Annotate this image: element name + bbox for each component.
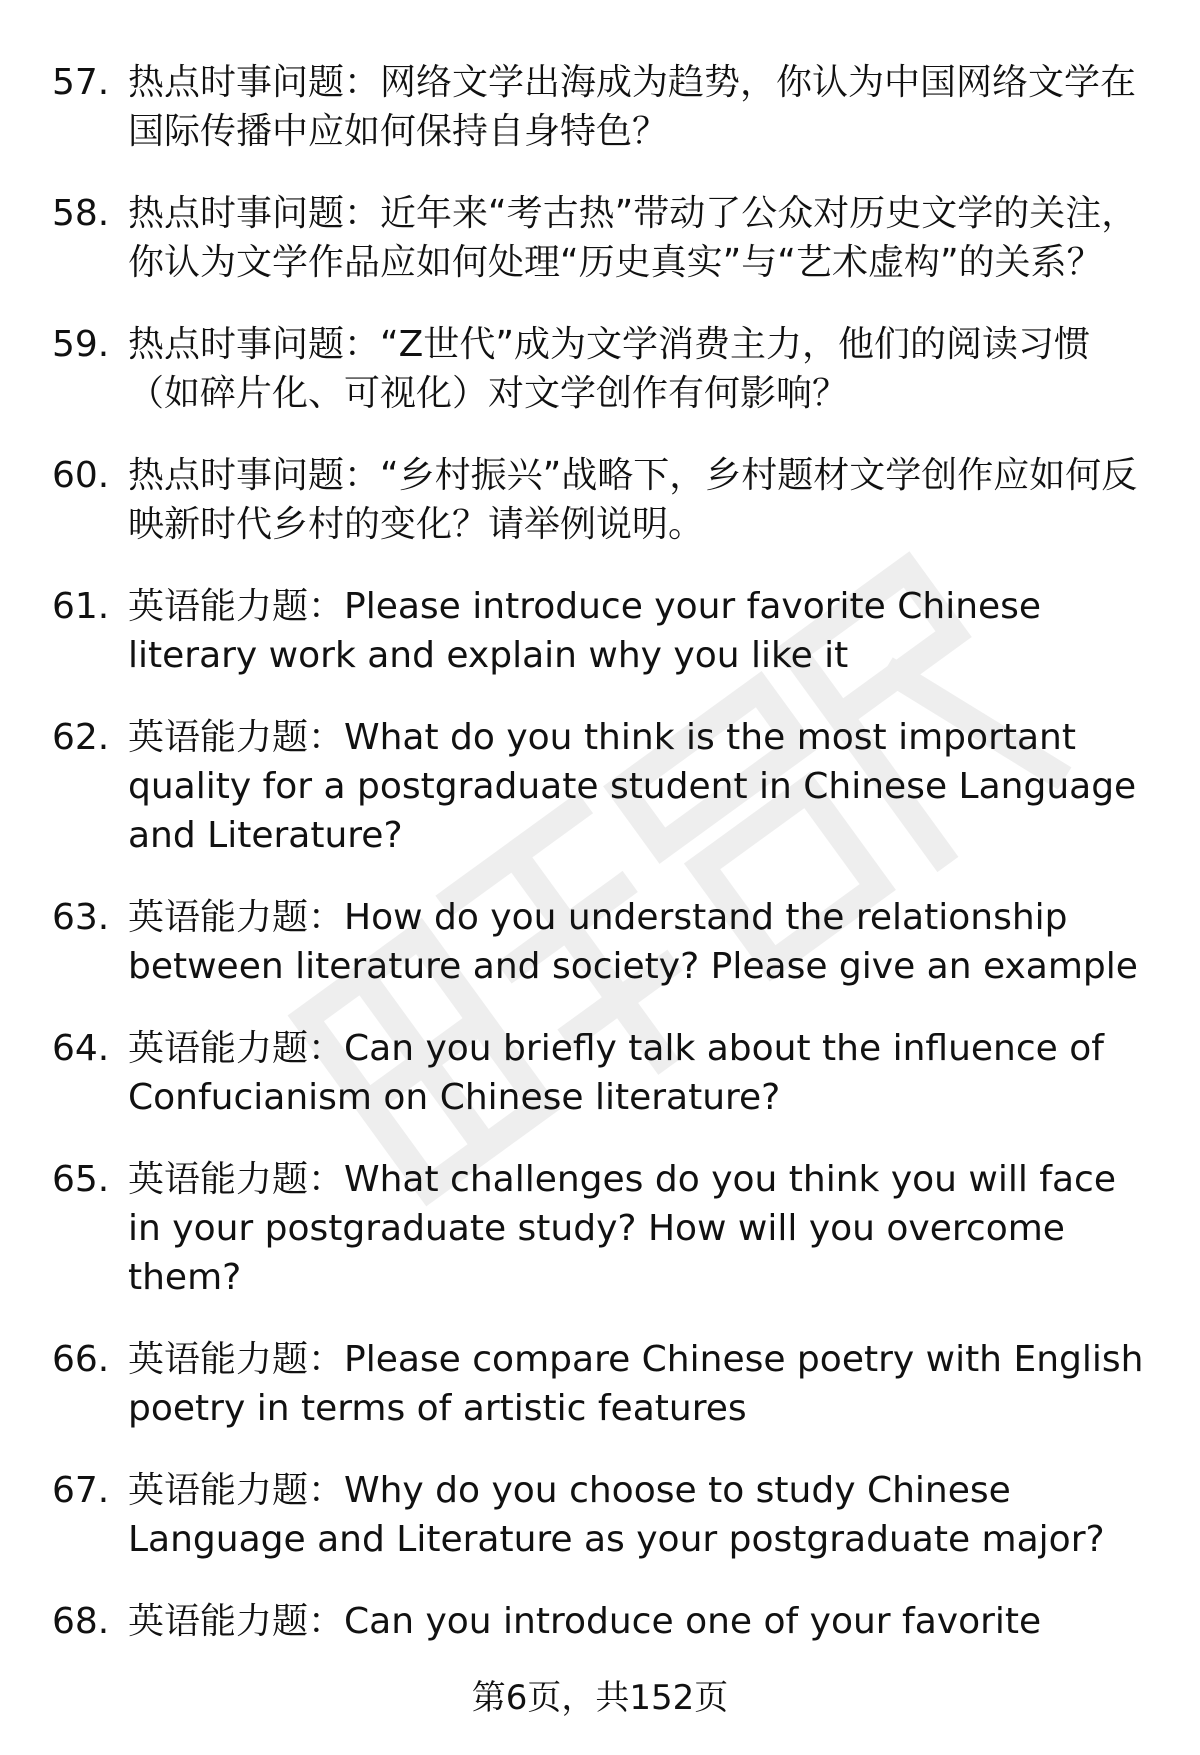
question-number: 68. [52, 1601, 110, 1642]
question-number: 61. [52, 586, 110, 627]
question-number: 60. [52, 455, 110, 496]
question-text: 英语能力题：Why do you choose to study Chinese Language and Literature as your postgraduate major? [128, 1470, 1105, 1560]
list-item [52, 893, 1152, 991]
question-number: 63. [52, 897, 110, 938]
page-number-footer: 第6页，共152页 [471, 1678, 729, 1718]
list-item [52, 320, 1152, 418]
question-number: 67. [52, 1470, 110, 1511]
list-item [52, 582, 1152, 680]
question-text: 英语能力题：Can you introduce one of your favorite [128, 1601, 1042, 1642]
list-item [52, 1597, 1152, 1646]
list-item [52, 58, 1152, 156]
question-number: 57. [52, 62, 110, 103]
question-list [52, 58, 1152, 1679]
list-item [52, 1466, 1152, 1564]
question-number: 62. [52, 717, 110, 758]
question-text: 英语能力题：How do you understand the relationship between literature and society? Please give an example [128, 897, 1138, 987]
question-number: 58. [52, 193, 110, 234]
question-text: 热点时事问题：“乡村振兴”战略下，乡村题材文学创作应如何反映新时代乡村的变化？请举例说明。 [128, 455, 1138, 545]
question-text: 热点时事问题：近年来“考古热”带动了公众对历史文学的关注，你认为文学作品应如何处理“历史真实”与“艺术虚构”的关系？ [128, 193, 1138, 283]
question-number: 65. [52, 1159, 110, 1200]
list-item [52, 189, 1152, 287]
list-item [52, 1024, 1152, 1122]
question-text: 热点时事问题：网络文学出海成为趋势，你认为中国网络文学在国际传播中应如何保持自身特色？ [128, 62, 1137, 152]
question-text: 英语能力题：Please compare Chinese poetry with English poetry in terms of artistic features [128, 1339, 1144, 1429]
list-item [52, 451, 1152, 549]
list-item [52, 1335, 1152, 1433]
question-text: 热点时事问题：“Z世代”成为文学消费主力，他们的阅读习惯（如碎片化、可视化）对文学创作有何影响？ [128, 324, 1090, 414]
question-text: 英语能力题：What do you think is the most important quality for a postgraduate student in Chinese Language and Literature? [128, 717, 1137, 856]
list-item [52, 1155, 1152, 1302]
list-item [52, 713, 1152, 860]
question-text: 英语能力题：Can you briefly talk about the influence of Confucianism on Chinese literature? [128, 1028, 1104, 1118]
question-number: 59. [52, 324, 110, 365]
question-text: 英语能力题：What challenges do you think you will face in your postgraduate study? How will you overcome them? [128, 1159, 1116, 1298]
question-text: 英语能力题：Please introduce your favorite Chinese literary work and explain why you like it [128, 586, 1042, 676]
question-number: 64. [52, 1028, 110, 1069]
question-number: 66. [52, 1339, 110, 1380]
